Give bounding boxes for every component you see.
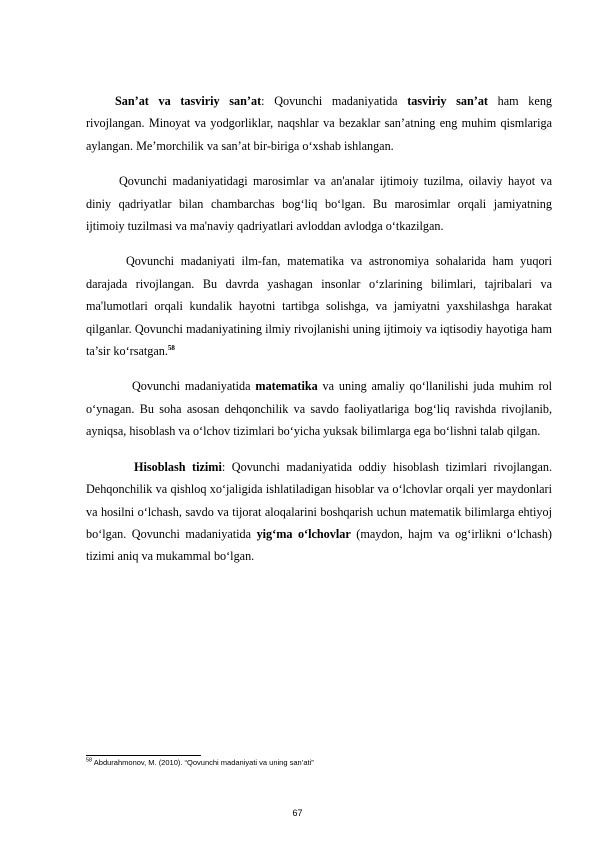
paragraph-counting-system <box>86 456 552 568</box>
footnote <box>86 758 552 768</box>
bold-term: tasviriy san’at <box>407 94 488 108</box>
bold-term: yig‘ma o‘lchovlar <box>256 526 351 541</box>
bold-term: matematika <box>255 379 318 394</box>
paragraph-text: va uning amaliy qo‘llanilishi juda muhim rol o‘ynagan. Bu soha asosan dehqonchilik va savdo faoliyatlariga bog‘liq ravishda rivojlanib, ayniqsa, hisoblash va o‘lchov tizimlari bo‘yicha yuksak bilimlarga ega bo‘lishni talab qilgan. <box>86 379 553 439</box>
paragraph-art <box>86 90 552 157</box>
paragraph-rituals <box>86 170 552 237</box>
footnote-divider <box>86 755 201 756</box>
paragraph-heading: San’at va tasviriy san’at <box>115 94 262 108</box>
footnote-number: 58 <box>86 757 93 764</box>
paragraph-science <box>86 250 552 362</box>
body-text <box>86 90 552 581</box>
paragraph-text: : Qovunchi madaniyatida <box>261 94 408 108</box>
paragraph-text: Qovunchi madaniyati ilm-fan, matematika va astronomiya sohalarida ham yuqori darajada rivojlangan. Bu davrda yashagan insonlar o‘zlarining bilimlari, tajribalari va ma'lumotlari orqali kundalik hayotni tartibga solishga, va jamiyatni yaxshilashga harakat qilganlar. Qovunchi madaniyatining ilmiy rivojlanishi uning ijtimoiy va iqtisodiy hayotiga ham ta’sir ko‘rsatgan. <box>86 254 552 359</box>
footnote-reference: 58 <box>167 344 175 352</box>
paragraph-text: ham keng rivojlangan. Minoyat va yodgorliklar, naqshlar va bezaklar san’atning eng muhim qismlariga aylangan. Me’morchilik va san’at bir-biriga o‘xshab ishlangan. <box>86 94 553 153</box>
paragraph-text: (maydon, hajm va og‘irlikni o‘lchash) tizimi aniq va mukammal bo‘lgan. <box>86 526 552 564</box>
page-number: 67 <box>292 808 303 818</box>
footnote-text: Abdurahmonov, M. (2010). “Qovunchi madaniyati va uning san’ati” <box>92 758 314 767</box>
paragraph-text: Qovunchi madaniyatidagi marosimlar va an'analar ijtimoiy tuzilma, oilaviy hayot va diniy qadriyatlar bilan chambarchas bog‘liq bo‘lgan. Bu marosimlar orqali jamiyatning ijtimoiy tuzilmasi va ma'naviy qadriyatlari avloddan avlodga o‘tkazilgan. <box>86 174 552 234</box>
paragraph-mathematics <box>86 375 552 442</box>
paragraph-text: : Qovunchi madaniyatida oddiy hisoblash tizimlari rivojlangan. Dehqonchilik va qishloq xo‘jaligida ishlatiladigan hisoblar va o‘lchovlar orqali yer maydonlari va hosilni o‘lchash, savdo va tijorat aloqalarini boshqarish uchun matematik bilimlarga ehtiyoj bo‘lgan. Qovunchi madaniyatida <box>86 459 553 541</box>
paragraph-heading: Hisoblash tizimi <box>134 459 222 474</box>
paragraph-text: Qovunchi madaniyatida <box>132 379 256 394</box>
